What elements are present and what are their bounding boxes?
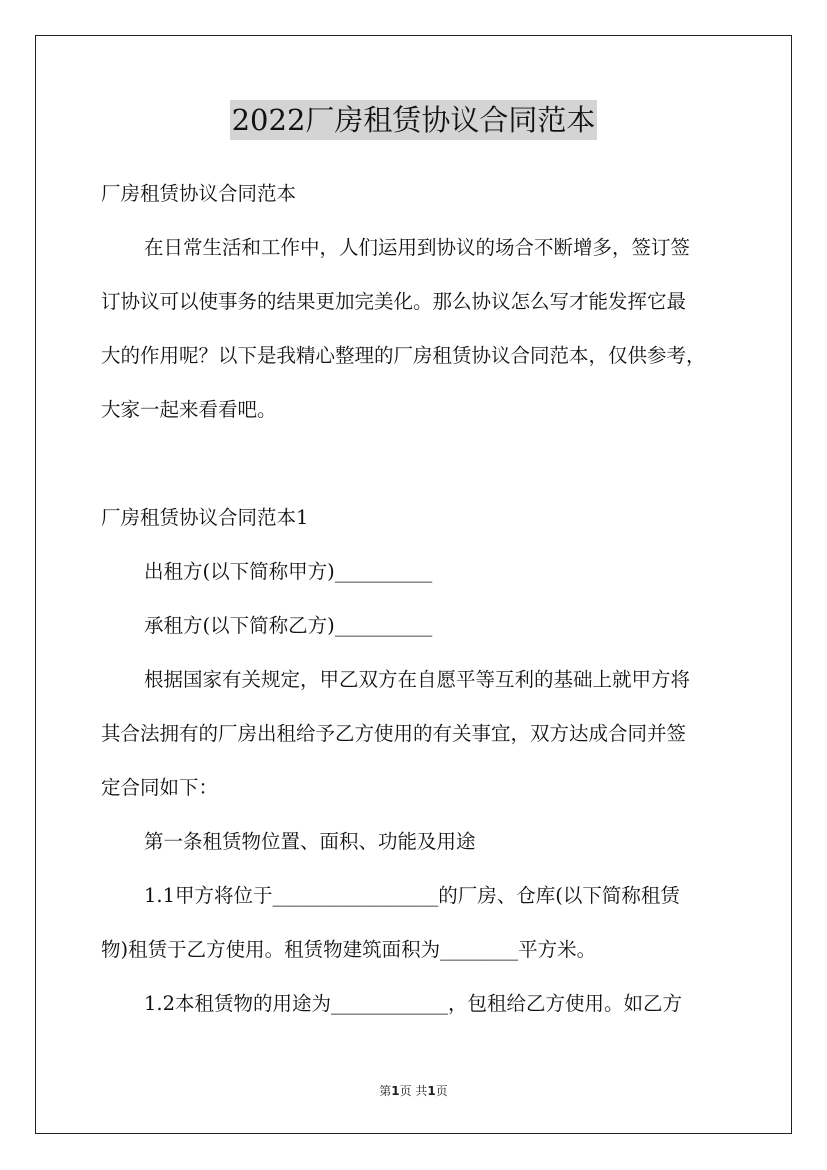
paragraph-line: 大的作用呢？以下是我精心整理的厂房租赁协议合同范本，仅供参考， (101, 344, 706, 367)
footer-mid: 页 共 (399, 1084, 428, 1098)
clause-line: 物)租赁于乙方使用。租赁物建筑面积为________平方米。 (101, 938, 597, 961)
article-heading: 第一条租赁物位置、面积、功能及用途 (144, 830, 476, 853)
paragraph-line: 在日常生活和工作中，人们运用到协议的场合不断增多，签订签 (144, 236, 691, 259)
paragraph-line: 定合同如下： (101, 776, 219, 799)
footer-prefix: 第 (379, 1084, 392, 1098)
paragraph-line: 其合法拥有的厂房出租给予乙方使用的有关事宜，双方达成合同并签 (101, 722, 687, 745)
section-heading: 厂房租赁协议合同范本 (101, 182, 297, 205)
lessor-line: 出租方(以下简称甲方)__________ (144, 560, 433, 583)
paragraph-line: 订协议可以使事务的结果更加完美化。那么协议怎么写才能发挥它最 (101, 290, 687, 313)
paragraph-line: 大家一起来看看吧。 (101, 398, 277, 421)
clause-line: 1.1甲方将位于_________________的厂房、仓库(以下简称租赁 (144, 884, 680, 907)
section-heading: 厂房租赁协议合同范本1 (101, 506, 309, 529)
footer-total-pages: 1 (427, 1084, 436, 1098)
paragraph-line: 根据国家有关规定，甲乙双方在自愿平等互利的基础上就甲方将 (144, 668, 691, 691)
clause-line: 1.2本租赁物的用途为____________，包租给乙方使用。如乙方 (144, 992, 683, 1015)
footer-suffix: 页 (435, 1084, 448, 1098)
footer-current-page: 1 (391, 1084, 400, 1098)
document-title: 2022厂房租赁协议合同范本 (230, 100, 598, 140)
title-container (0, 100, 827, 140)
lessee-line: 承租方(以下简称乙方)__________ (144, 614, 433, 637)
page-footer (0, 1082, 827, 1100)
